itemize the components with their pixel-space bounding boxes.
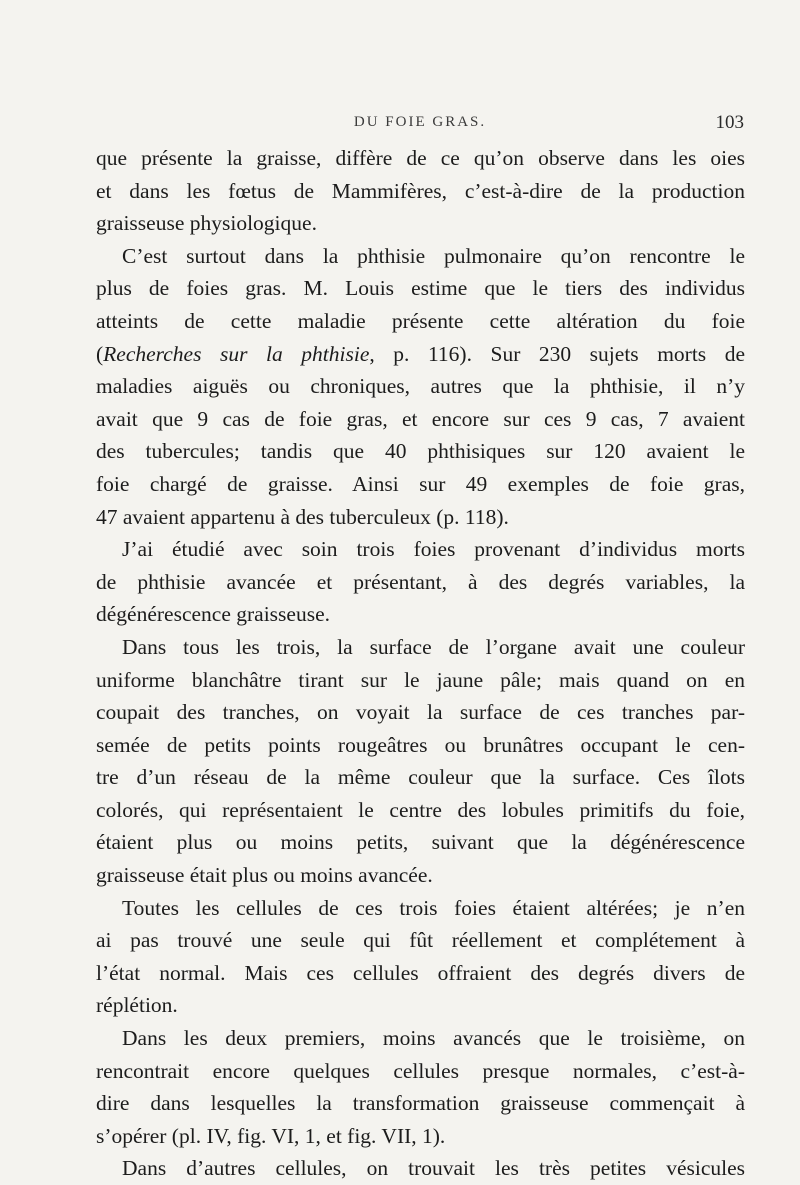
text-line: rencontrait encore quelques cellules presque normales, c’est-à-: [96, 1058, 745, 1083]
text-line: l’état normal. Mais ces cellules offraient des degrés divers de: [96, 960, 745, 985]
body-text: [96, 142, 745, 1185]
text-line: réplétion.: [96, 993, 178, 1018]
text-line: Dans les deux premiers, moins avancés que le troisième, on: [122, 1026, 745, 1051]
text-line: graisseuse physiologique.: [96, 211, 317, 236]
text-line: des tubercules; tandis que 40 phthisiques sur 120 avaient le: [96, 439, 745, 464]
text-line: atteints de cette maladie présente cette altération du foie: [96, 308, 745, 333]
text-line: dégénérescence graisseuse.: [96, 602, 330, 627]
text-line: que présente la graisse, diffère de ce qu’on observe dans les oies: [96, 146, 745, 170]
running-head: [96, 114, 744, 138]
text-line: avait que 9 cas de foie gras, et encore sur ces 9 cas, 7 avaient: [96, 406, 745, 431]
citation-title: Recherches sur la phthisie: [103, 341, 370, 366]
text-line: foie chargé de graisse. Ainsi sur 49 exemples de foie gras,: [96, 471, 745, 496]
text-line: maladies aiguës ou chroniques, autres que la phthisie, il n’y: [96, 374, 745, 399]
text-line: J’ai étudié avec soin trois foies provenant d’individus morts: [122, 537, 745, 562]
text-line: s’opérer (pl. IV, fig. VI, 1, et fig. VII, 1).: [96, 1123, 446, 1148]
text-line: 47 avaient appartenu à des tuberculeux (p. 118).: [96, 504, 509, 529]
text-span: , p. 116). Sur 230 sujets morts de: [369, 341, 745, 366]
text-line: Dans tous les trois, la surface de l’organe avait une couleur: [122, 634, 745, 659]
text-line: Toutes les cellules de ces trois foies étaient altérées; je n’en: [122, 895, 745, 920]
text-line: dire dans lesquelles la transformation graisseuse commençait à: [96, 1091, 745, 1116]
text-line: plus de foies gras. M. Louis estime que le tiers des individus: [96, 276, 745, 301]
text-line: colorés, qui représentaient le centre des lobules primitifs du foie,: [96, 797, 745, 822]
running-title: DU FOIE GRAS.: [353, 114, 487, 130]
page-number: 103: [715, 112, 744, 133]
text-line: semée de petits points rougeâtres ou brunâtres occupant le cen-: [96, 732, 745, 757]
text-line: C’est surtout dans la phthisie pulmonaire qu’on rencontre le: [122, 243, 745, 268]
text-line: uniforme blanchâtre tirant sur le jaune pâle; mais quand on en: [96, 667, 745, 692]
text-line: Dans d’autres cellules, on trouvait les très petites vésicules: [122, 1156, 745, 1181]
text-line: de phthisie avancée et présentant, à des degrés variables, la: [96, 569, 745, 594]
text-line: étaient plus ou moins petits, suivant que la dégénérescence: [96, 830, 745, 855]
text-span: (: [96, 341, 104, 366]
text-line: ai pas trouvé une seule qui fût réellement et complétement à: [96, 928, 745, 953]
text-line: [96, 338, 745, 371]
text-line: graisseuse était plus ou moins avancée.: [96, 863, 433, 888]
text-line: coupait des tranches, on voyait la surface de ces tranches par-: [96, 700, 745, 725]
text-line: tre d’un réseau de la même couleur que la surface. Ces îlots: [96, 765, 745, 790]
text-line: et dans les fœtus de Mammifères, c’est-à-dire de la production: [96, 178, 745, 203]
